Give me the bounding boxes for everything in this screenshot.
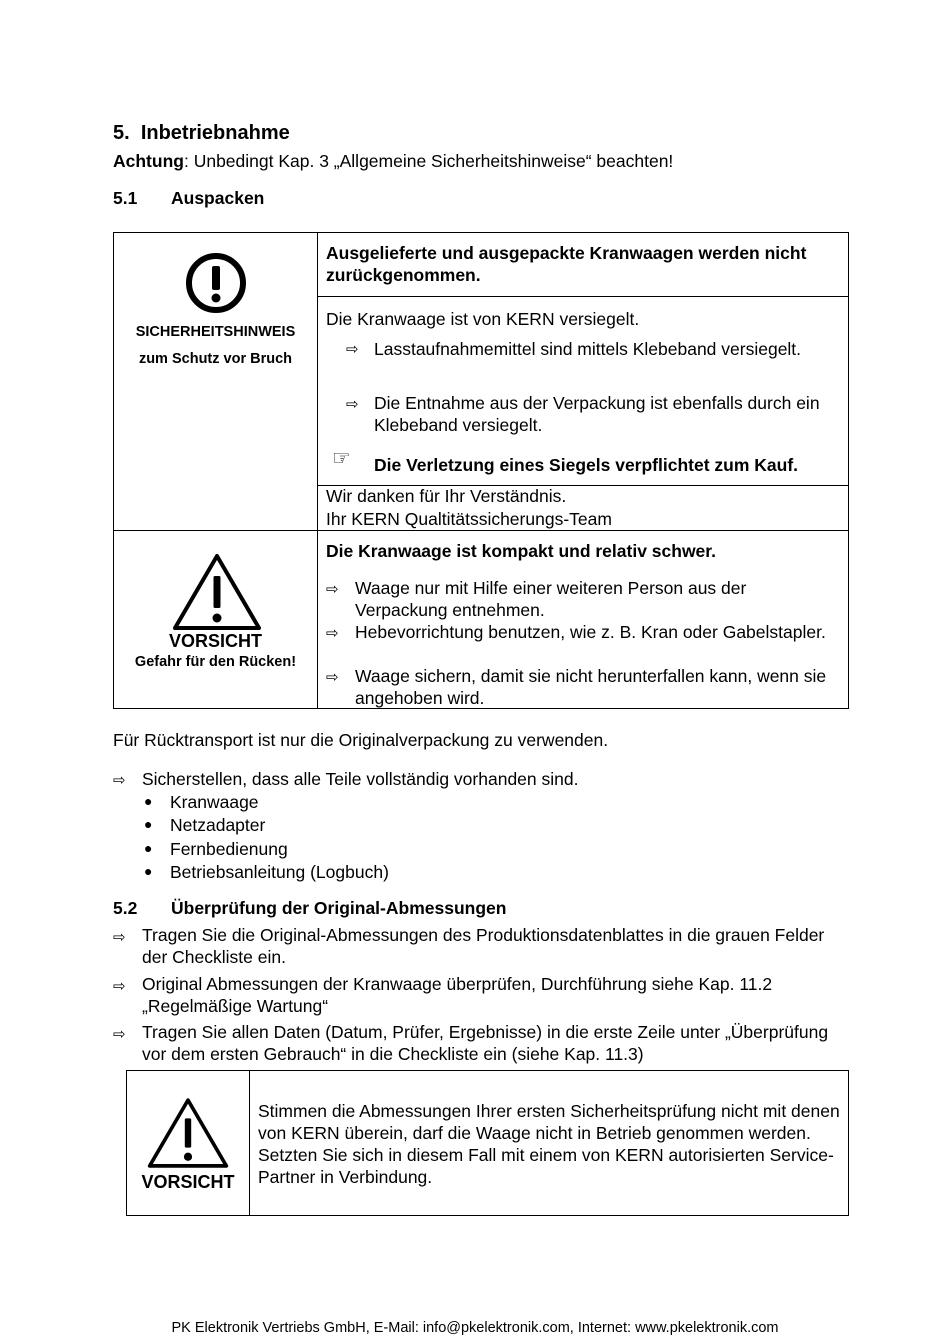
caution-text: Stimmen die Abmessungen Ihrer ersten Sicherheitsprüfung nicht mit denen von KERN überein, darf die Waage nicht in Betrieb genommen werden. Setzten Sie sich in diesem Fall mit einem von KERN autorisierten Service-Partner in Verbindung.	[258, 1101, 840, 1187]
step-item: Tragen Sie die Original-Abmessungen des Produktionsdatenblattes in die grauen Felder der Checkliste ein.	[142, 925, 825, 967]
section-title: Auspacken	[171, 188, 265, 208]
arrow-icon: ⇨	[113, 929, 126, 946]
step-item: Tragen Sie allen Daten (Datum, Prüfer, Ergebnisse) in die erste Zeile unter „Überprüfung vor dem ersten Gebrauch“ in die Checkliste ein (siehe Kap. 11.3)	[142, 1022, 829, 1064]
bullet-icon: ●	[144, 863, 153, 879]
seal-note: Die Verletzung eines Siegels verpflichtet zum Kauf.	[374, 455, 799, 475]
section-5-2-heading	[113, 898, 506, 919]
unpacking-table	[113, 232, 849, 709]
safety-sublabel: zum Schutz vor Bruch	[138, 351, 293, 367]
pointing-hand-icon: ☞	[332, 447, 351, 470]
caution-label: VORSICHT	[168, 631, 262, 651]
attention-label: Achtung	[113, 151, 184, 171]
arrow-icon: ⇨	[346, 396, 359, 413]
arrow-icon: ⇨	[113, 978, 126, 995]
section-title: Überprüfung der Original-Abmessungen	[171, 898, 507, 918]
part-item: Betriebsanleitung (Logbuch)	[170, 862, 389, 882]
chapter-heading	[113, 122, 290, 145]
chapter-number: 5.	[113, 122, 130, 144]
arrow-icon: ⇨	[326, 669, 339, 686]
warning-triangle-icon	[171, 552, 263, 632]
section-number: 5.2	[113, 898, 138, 918]
bullet-icon: ●	[144, 816, 153, 832]
return-note: Für Rücktransport ist nur die Originalverpackung zu verwenden.	[113, 730, 609, 750]
warning-triangle-icon	[146, 1093, 230, 1173]
attention-text: : Unbedingt Kap. 3 „Allgemeine Sicherheitshinweise“ beachten!	[183, 151, 674, 171]
exclamation-circle-icon	[184, 251, 248, 315]
page-footer: PK Elektronik Vertriebs GmbH, E-Mail: info@pkelektronik.com, Internet: www.pkelektronik.com	[171, 1320, 779, 1336]
lifting-bullet: Waage nur mit Hilfe einer weiteren Person aus der Verpackung entnehmen.	[355, 578, 747, 620]
attention-line	[113, 151, 673, 172]
section-number: 5.1	[113, 188, 138, 208]
bullet-icon: ●	[144, 840, 153, 856]
caution-box	[126, 1070, 849, 1216]
arrow-icon: ⇨	[326, 581, 339, 598]
section-5-1-heading	[113, 188, 264, 209]
chapter-title: Inbetriebnahme	[140, 122, 290, 144]
check-item: Sicherstellen, dass alle Teile vollständig vorhanden sind.	[142, 769, 579, 789]
arrow-icon: ⇨	[346, 341, 359, 358]
safety-label: SICHERHEITSHINWEIS	[135, 324, 296, 340]
part-item: Fernbedienung	[170, 839, 288, 859]
bullet-icon: ●	[144, 793, 153, 809]
lifting-bullet: Hebevorrichtung benutzen, wie z. B. Kran oder Gabelstapler.	[355, 622, 826, 642]
arrow-icon: ⇨	[326, 625, 339, 642]
part-item: Kranwaage	[170, 792, 259, 812]
caution-sublabel: Gefahr für den Rücken!	[134, 654, 297, 670]
part-item: Netzadapter	[170, 815, 266, 835]
thanks-line-1: Wir danken für Ihr Verständnis.	[326, 486, 567, 506]
arrow-icon: ⇨	[113, 772, 126, 789]
arrow-icon: ⇨	[113, 1026, 126, 1043]
caution-label: VORSICHT	[141, 1172, 235, 1192]
sealed-intro: Die Kranwaage ist von KERN versiegelt.	[326, 309, 640, 329]
lifting-bullet: Waage sichern, damit sie nicht herunterfallen kann, wenn sie angehoben wird.	[355, 666, 827, 708]
step-item: Original Abmessungen der Kranwaage überprüfen, Durchführung siehe Kap. 11.2 „Regelmäßige Wartung“	[142, 974, 773, 1016]
seal-bullet: Lasstaufnahmemittel sind mittels Klebeband versiegelt.	[374, 339, 802, 359]
thanks-line-2: Ihr KERN Qualtitätssicherungs-Team	[326, 509, 612, 529]
heavy-notice: Die Kranwaage ist kompakt und relativ schwer.	[326, 541, 716, 561]
no-return-notice: Ausgelieferte und ausgepackte Kranwaagen werden nicht zurückgenommen.	[326, 243, 807, 285]
seal-bullet: Die Entnahme aus der Verpackung ist ebenfalls durch ein Klebeband versiegelt.	[374, 393, 820, 435]
